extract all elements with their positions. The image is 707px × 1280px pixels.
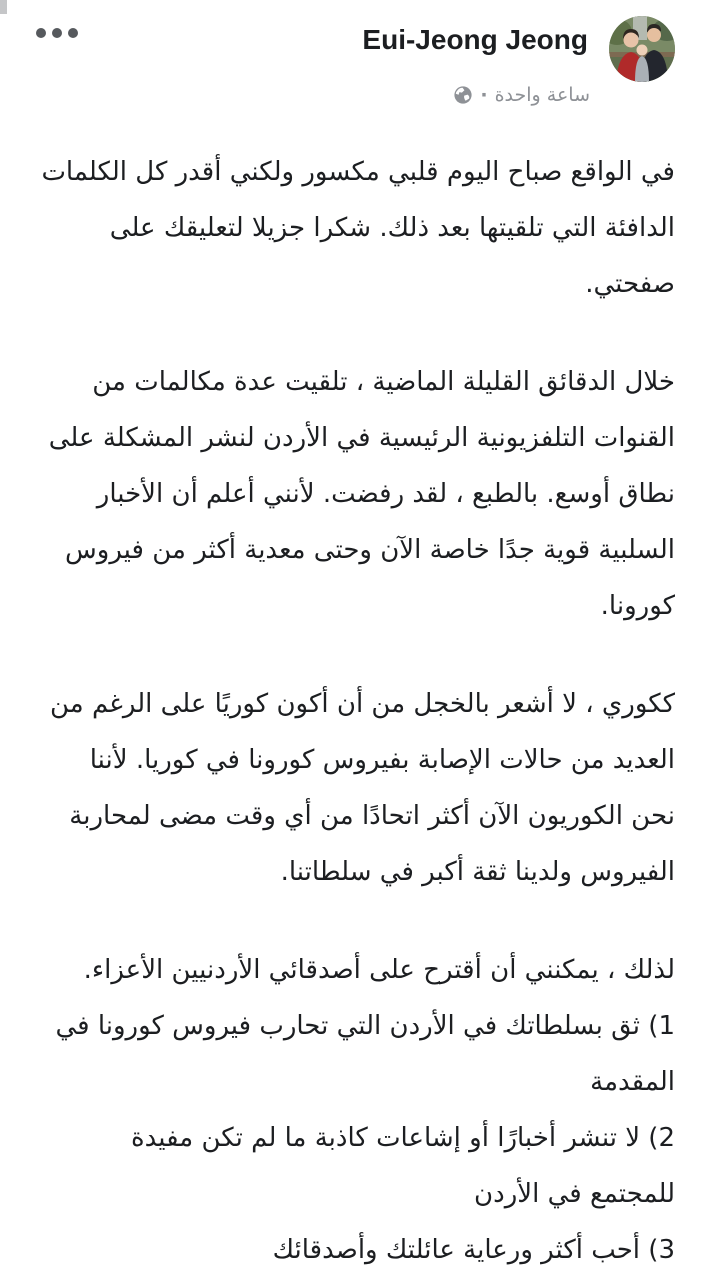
avatar-photo [609, 16, 675, 82]
post-text-line: 3) أحب أكثر ورعاية عائلتك وأصدقائك [272, 1235, 675, 1265]
post-text-line: ككوري ، لا أشعر بالخجل من أن أكون كوريًا على الرغم من [49, 689, 675, 719]
post-paragraph [30, 354, 675, 634]
post-text-line: 1) ثق بسلطاتك في الأردن التي تحارب فيروس كورونا في [55, 1011, 675, 1041]
meta-separator: · [480, 84, 488, 106]
post-text-line: 2) لا تنشر أخبارًا أو إشاعات كاذبة ما لم تكن مفيدة [131, 1123, 675, 1153]
post-text-line: السلبية قوية جدًا خاصة الآن وحتى معدية أكثر من فيروس [65, 535, 675, 565]
post-text-line: نطاق أوسع. بالطبع ، لقد رفضت. لأنني أعلم أن الأخبار [96, 479, 675, 509]
post-text-line: المقدمة [590, 1067, 675, 1097]
post-text-line: العديد من حالات الإصابة بفيروس كورونا في كوريا. لأننا [89, 745, 675, 775]
post-text-line: الفيروس ولدينا ثقة أكبر في سلطاتنا. [280, 857, 675, 887]
post-paragraph [30, 676, 675, 900]
more-options-icon [68, 28, 78, 38]
post-text-line: كورونا. [600, 591, 675, 621]
post-text-line: في الواقع صباح اليوم قلبي مكسور ولكني أقدر كل الكلمات [41, 157, 675, 187]
more-options-icon [36, 28, 46, 38]
author-name[interactable]: Eui-Jeong Jeong [362, 24, 588, 55]
post-body [30, 144, 675, 1278]
more-options-icon [52, 28, 62, 38]
post-header [0, 0, 707, 120]
post-text-line: الدافئة التي تلقيتها بعد ذلك. شكرا جزيلا لتعليقك على [109, 213, 675, 243]
post-text-line: للمجتمع في الأردن [474, 1179, 675, 1209]
post-text-line: القنوات التلفزيونية الرئيسية في الأردن لنشر المشكلة على [48, 423, 675, 453]
post-paragraph [30, 942, 675, 1278]
more-options-button[interactable] [30, 22, 84, 44]
post-text-line: نحن الكوريون الآن أكثر اتحادًا من أي وقت مضى لمحاربة [69, 801, 675, 831]
post-text-line: صفحتي. [585, 269, 675, 299]
post-meta [453, 83, 590, 107]
post-text-line: خلال الدقائق القليلة الماضية ، تلقيت عدة مكالمات من [92, 367, 675, 397]
profile-avatar[interactable] [609, 16, 675, 82]
post-text-line: لذلك ، يمكنني أن أقترح على أصدقائي الأردنيين الأعزاء. [83, 955, 675, 985]
post-paragraph [30, 144, 675, 312]
globe-icon [453, 85, 473, 105]
post-timestamp[interactable]: ساعة واحدة [494, 84, 590, 106]
